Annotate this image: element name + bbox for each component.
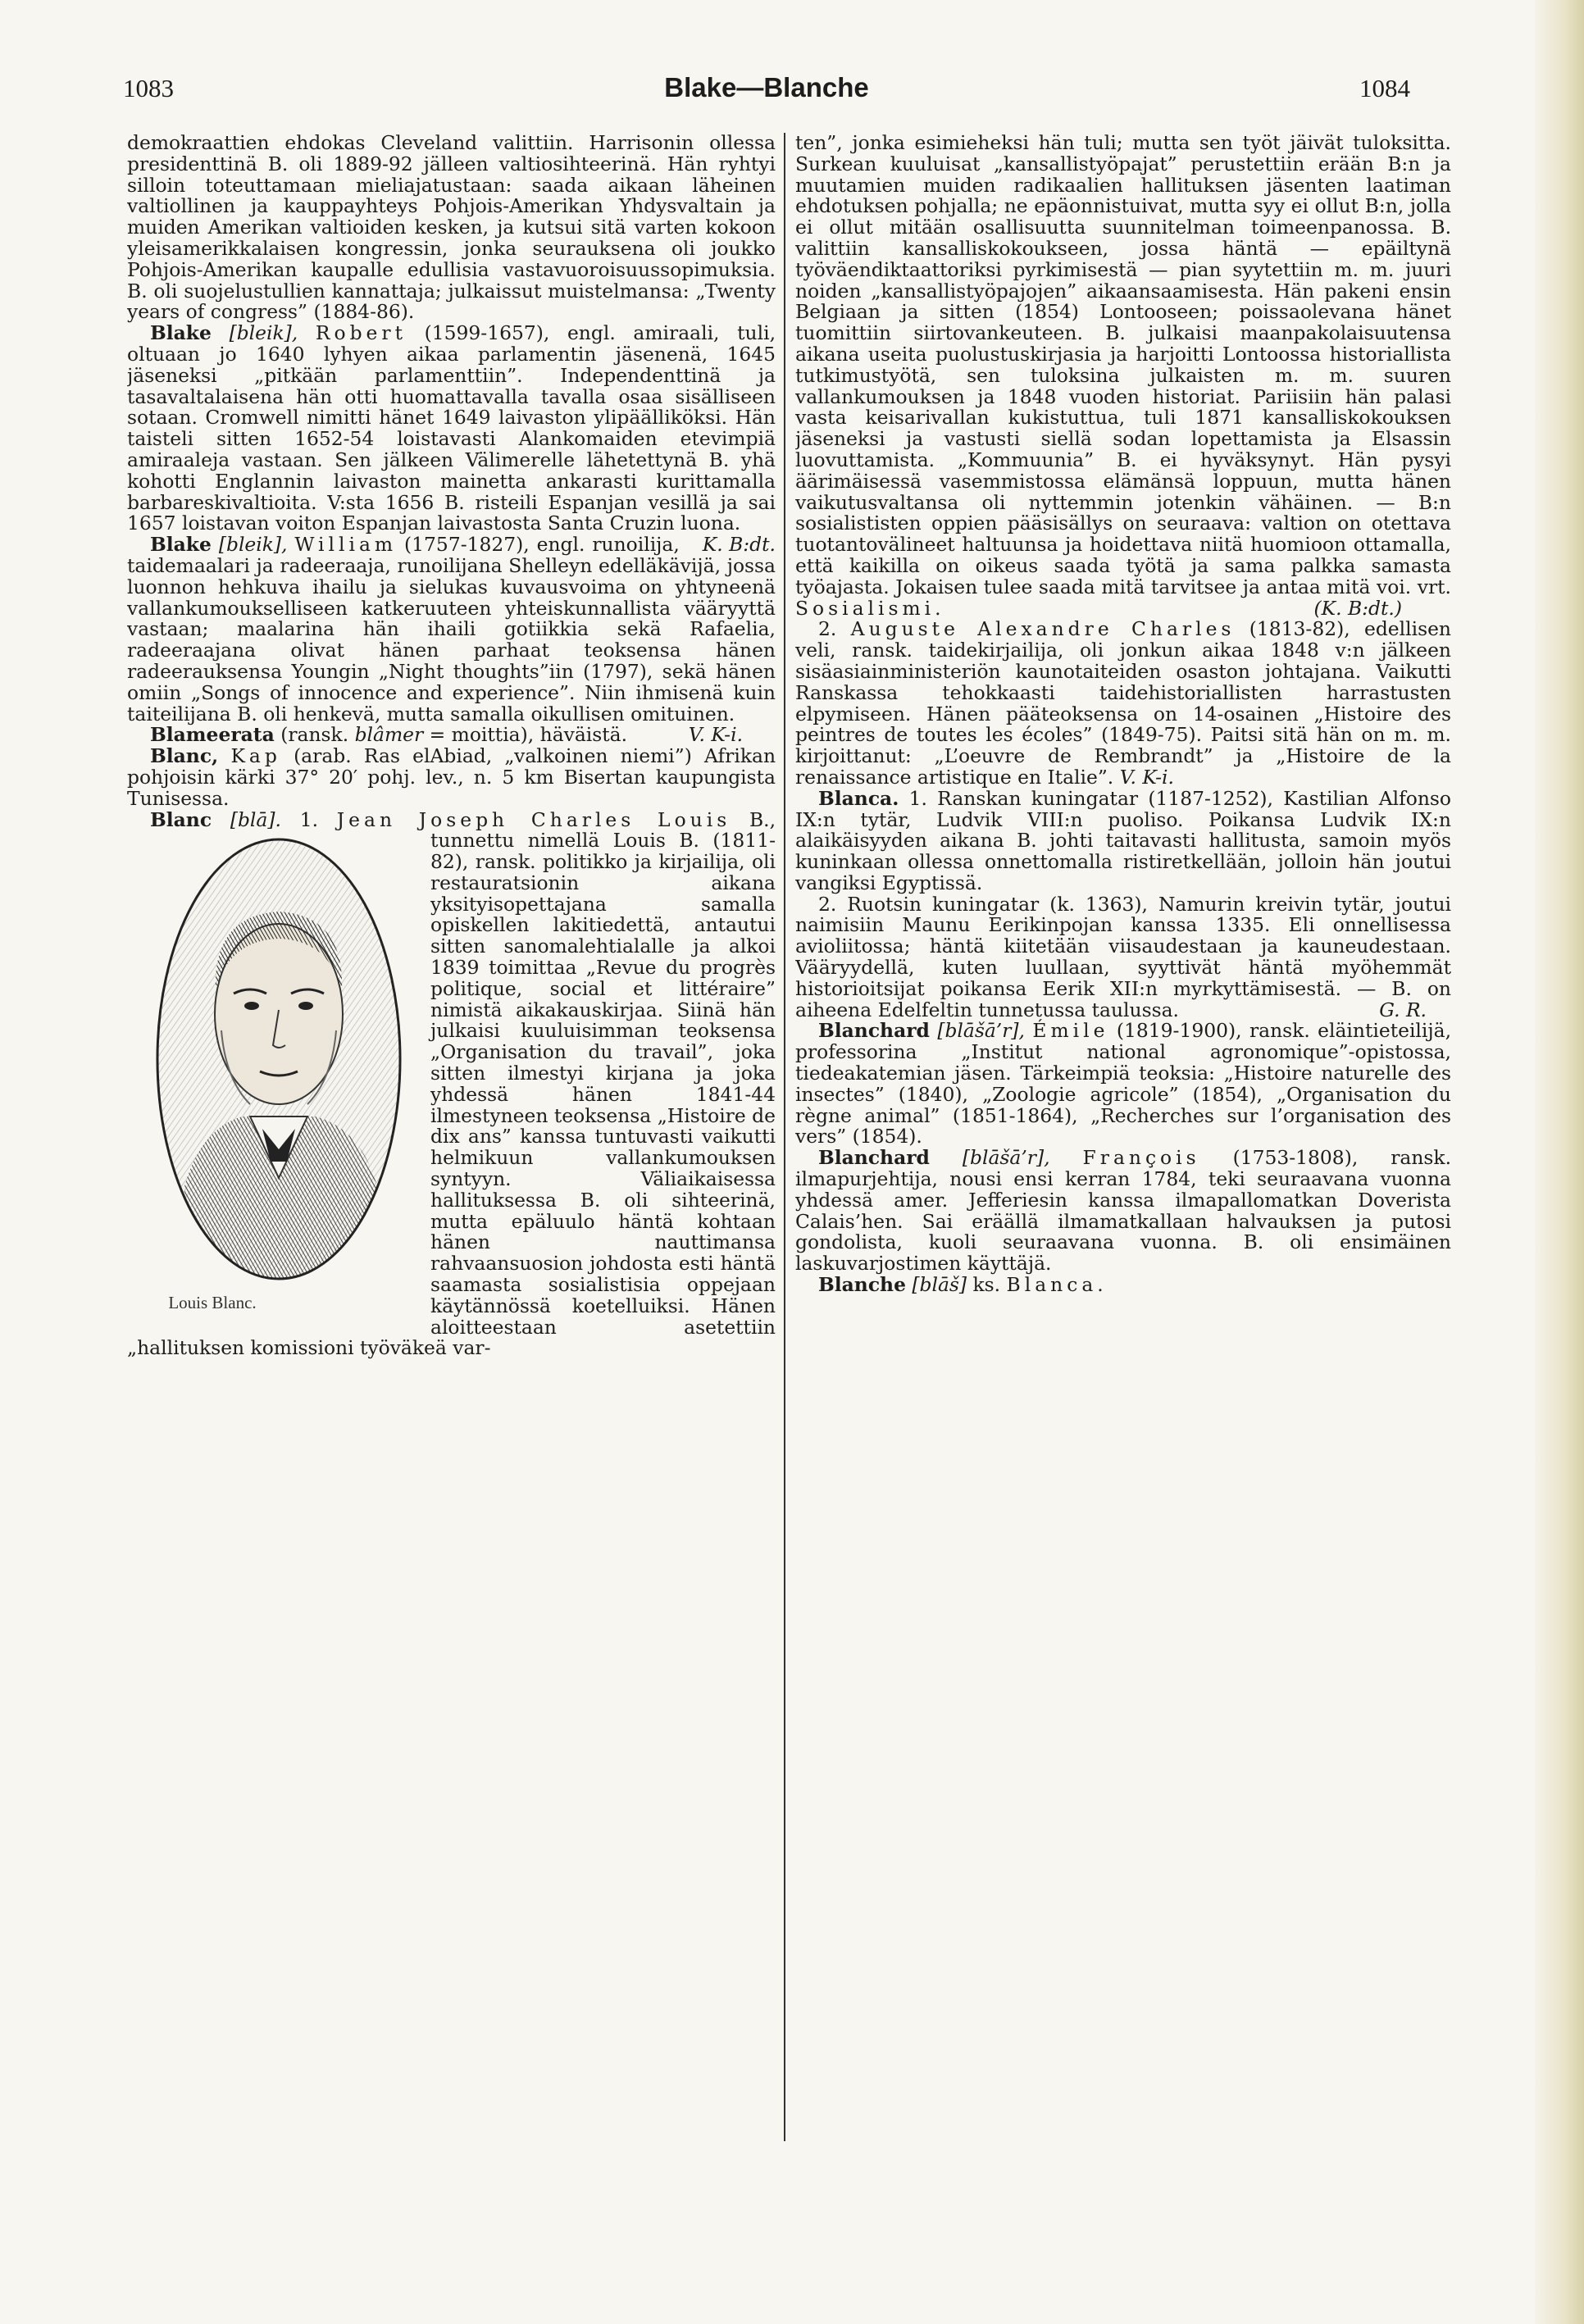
entry-text: (1813-82), edellisen veli, ransk. taidekirjailija, oli jonkun aikaa 1848 v:n jälkeen sisäasiainministeriön kaunotaiteiden osaston johtajana. Vaikutti Ranskassa tehokkaasti taidehistoriallisten harrastusten elpymiseen. Hänen pääteoksensa on 14-osainen „Histoire des peintres de toutes les écoles” (1849-75). Paitsi sitä hän on m. m. kirjoittanut: „L’oeuvre de Rembrandt” ja „Histoire de la renaissance artistique en Italie”. bbox=[795, 617, 1451, 789]
entry-blanchard-francois bbox=[795, 1148, 1451, 1275]
person-name: Jean Joseph Charles Louis bbox=[336, 807, 731, 831]
entry-blanchard-emile bbox=[795, 1021, 1451, 1148]
page-number-left: 1083 bbox=[123, 74, 174, 102]
author-signature: (K. B:dt.) bbox=[1313, 596, 1402, 620]
headword: Blanc, bbox=[150, 744, 219, 768]
author-signature: K. B:dt. bbox=[702, 533, 776, 557]
entry-text: (1599-1657), engl. amiraali, tuli, oltuaan jo 1640 lyhyen aikaa parlamentin jäsenenä, 1645 jäseneksi „pitkään parlamenttiin”. Independenttinä ja tasavaltalaisena hän otti huomattavalla tavalla osaa sisälliseen sotaan. Cromwell nimitti hänet 1649 laivaston ylipäälliköksi. Hän taisteli sitten 1652-54 loistavasti Alankomaiden etevimpiä amiraaleja vastaan. Sen jälkeen Välimerelle lähetettynä B. yhä kohotti Englannin laivaston mainetta ankarasti kurittamalla barbareskivaltioita. V:sta 1656 B. risteili Espanjan vesillä ja sai 1657 loistavan voiton Espanjan laivastosta Santa Cruzin luona. bbox=[127, 321, 776, 535]
entry-text: (arab. Ras elAbiad, „valkoinen niemi”) Afrikan pohjoisin kärki 37° 20′ pohj. lev., n. 5 km Bisertan kaupungista Tunisessa. bbox=[127, 744, 776, 810]
louis-blanc-portrait-engraving bbox=[152, 834, 406, 1285]
foreign-word: blâmer bbox=[354, 723, 424, 747]
continued-paragraph: demokraattien ehdokas Cleveland valittiin. Harrisonin ollessa presidenttinä B. oli 1889-92 jälleen valtiosihteerinä. Hän ryhtyi silloin toteuttamaan mieliajatustaan: saada aikaan läheinen valtiollinen ja kauppayhteys Pohjois-Amerikan Yhdysvaltain ja muiden Amerikan valtioiden kesken, ja kutsui sitä varten kokoon yleisamerikkalaisen kongressin, jonka seurauksena oli joukko Pohjois-Amerikan kaupalle edullisia vastavuoroisuussopimuksia. B. oli suojelustullien kannattaja; julkaissut muistelmansa: „Twenty years of congress” (1884-86). bbox=[127, 133, 776, 324]
author-signature: G. R. bbox=[1379, 998, 1427, 1021]
entry-blanc-kap bbox=[127, 746, 776, 809]
place-name: Kap bbox=[230, 744, 281, 768]
pronunciation: [blāšā’r], bbox=[962, 1146, 1050, 1170]
page-header bbox=[123, 74, 1410, 115]
continued-paragraph bbox=[795, 133, 1451, 619]
headword: Blake bbox=[150, 533, 212, 557]
cross-reference: Sosialismi. bbox=[795, 596, 945, 620]
author-signature: V. K-i. bbox=[688, 723, 743, 747]
entry-blanca-1 bbox=[795, 786, 1451, 894]
entry-text: (1757-1827), engl. runoilija, taidemaalari ja radeeraaja, runoilijana Shelleyn edelläkävijä, jossa luonnon hehkuva ihailu ja sielukas kuvausvoima on yhtyneenä vallankumoukselliseen katkeruuteen yhteiskunnallista vääryyttä vastaan; maalarina hän ihaili gotiikkia sekä Rafaelia, radeeraajana olivat hänen parhaat teoksensa hänen radeerauksensa Youngin „Night thoughts”iin (1797), sekä hänen omiin „Songs of innocence and experience”. Niin ihmisenä kuin taiteilijana B. oli henkevä, mutta samalla oikullisen omituinen. bbox=[127, 533, 776, 725]
page-edge-shadow bbox=[1535, 0, 1584, 2324]
entry-text: (1753-1808), ransk. ilmapurjehtija, nousi ensi kerran 1784, teki seuraavana vuonna yhdessä amer. Jefferiesin kanssa ilmapallomatkan Doverista Calais’hen. Sai eräällä ilmamatkallaan halvauksen ja putosi gondolista, kuoli seuraavana vuonna. B. oli ensimäinen laskuvarjostimen käyttäjä. bbox=[795, 1146, 1451, 1276]
running-title: Blake—Blanche bbox=[664, 72, 869, 102]
pronunciation: [blāšā’r], bbox=[937, 1019, 1025, 1043]
person-name: William bbox=[294, 533, 398, 557]
entry-number: 2. bbox=[818, 617, 837, 641]
entry-text: ks. bbox=[972, 1273, 1001, 1297]
entry-number: 1. bbox=[299, 807, 319, 831]
entry-text: 1. Ranskan kuningatar (1187-1252), Kastilian Alfonso IX:n tytär, Ludvik VIII:n puoliso. Poikansa Ludvik IX:n alaikäisyyden aikana B. johti taitavasti hallitusta, samoin myös kuninkaan ollessa onnettomalla ristiretkellään, jolloin hän joutui vangiksi Egyptissä. bbox=[795, 786, 1451, 894]
right-column bbox=[795, 133, 1451, 2141]
entry-text: 2. Ruotsin kuningatar (k. 1363), Namurin kreivin tytär, joutui naimisiin Maunu Eerikinpojan kanssa 1335. Eli onnellisessa avioliitossa; häntä kiitetään viisaudestaan ja kauneudestaan. Vääryydellä, kuten luullaan, syyttivät häntä myöhemmät historioitsijat poikansa Eerik XII:n myrkyttämisestä. — B. on aiheena Edelfeltin tunnetussa taulussa. bbox=[795, 892, 1451, 1021]
cross-reference: Blanca. bbox=[1006, 1273, 1108, 1297]
entry-text: (1819-1900), ransk. eläintieteilijä, professorina „Institut national agronomique”-opistossa, tiedeakatemian jäsen. Tärkeimpiä teoksia: „Histoire naturelle des insectes” (1840), „Zoologie agricole” (1854), „Organisation du règne animal” (1851-1864), „Recherches sur l’organisation des vers” (1854). bbox=[795, 1019, 1451, 1148]
column-divider bbox=[784, 133, 785, 2141]
entry-text: ten”, jonka esimieheksi hän tuli; mutta sen työt jäivät tuloksitta. Surkean kuuluisat „kansallistyöpajat” perustettiin erään B:n ja muutamien muiden radikaalien hallituksen jäsenten laatiman ehdotuksen pohjalla; ne epäonnistuivat, mutta syy ei ollut B:n, jolla ei ollut mitään osallisuutta suunnitelman toimeenpanossa. B. valittiin kansalliskokoukseen, jossa häntä — epäiltynä työväendiktaattoriksi pyrkimisestä — pian syytettiin m. m. juuri noiden „kansallistyöpajojen” aikaansaamisesta. Hän pakeni ensin Belgiaan ja sitten (1854) Lontooseen; poissaolevana hänet tuomittiin siirtovankeuteen. B. julkaisi maanpakolaisuutensa aikana useita puolustuskirjasia ja harjoitti Lontoossa historiallista tutkimustyötä, sen tuloksina julkaisten m. m. suuren vallankumouksen ja 1848 vuoden historiat. Pariisiin hän palasi vasta keisarivallan kukistuttua, tuli 1871 kansalliskokouksen jäseneksi ja vastusti siellä sodan lopettamista ja Elsassin luovuttamista. „Kommuunia” B. ei hyväksynyt. Hän pysyi äärimäisessä vasemmistossa elämänsä loppuun, mutta hänen vaikutusvaltansa oli nyttemmin jotenkin vähäinen. — B:n sosialististen oppien pääsisällys on seuraava: valtion on otettava tuotantovälineet haltuunsa ja hoidettava niitä huomioon ottamalla, että kaikilla on oikeus saada työtä ja sama palkka samasta työajasta. Jokaisen tulee saada mitä tarvitsee ja antaa mitä voi. vrt. bbox=[795, 133, 1451, 598]
entry-text: (ransk. bbox=[280, 723, 349, 747]
person-name: Robert bbox=[315, 321, 407, 345]
entry-text: B., tunnettu nimellä Louis B. (1811-82), ransk. politikko ja kirjailija, oli restauratsionin aikana yksityisopettajana samalla opiskellen lakitiedettä, antautui sitten sanomalehtialalle ja alkoi 1839 toimittaa „Revue du progrès politique, social et littéraire” nimistä aikakauskirjaa. Siinä hän julkaisi kuuluisimman teoksensa „Organisation du travail”, joka sitten ilmestyi kirjana ja joka yhdessä hänen 1841-44 ilmestyneen teoksensa „Histoire de dix ans” kanssa tuntuvasti vaikutti helmikuun vallankumouksen syntyyn. Väliaikaisessa hallituksessa B. oli sihteerinä, mutta epäluulo häntä kohtaan hänen nauttimansa rahvaansuosion johdosta esti häntä saamasta sosialistisia oppejaan käytännössä koetelluiksi. Hänen aloitteestaan asetettiin „hallituksen komissioni työväkeä var- bbox=[127, 807, 776, 1360]
person-name: Auguste Alexandre Charles bbox=[850, 617, 1236, 641]
headword: Blake bbox=[150, 321, 212, 345]
pronunciation: [bleik], bbox=[218, 533, 288, 557]
pronunciation: [blāš] bbox=[912, 1273, 967, 1297]
headword: Blanca. bbox=[818, 786, 899, 810]
entry-blanc-louis bbox=[127, 807, 776, 1360]
page-number-right: 1084 bbox=[1359, 74, 1410, 102]
headword: Blanc bbox=[150, 807, 212, 831]
left-column bbox=[127, 133, 776, 2141]
pronunciation: [blā]. bbox=[230, 807, 281, 831]
pronunciation: [bleik], bbox=[229, 321, 298, 345]
author-signature: V. K-i. bbox=[1119, 765, 1174, 789]
person-name: François bbox=[1082, 1146, 1200, 1170]
entry-blanc-auguste bbox=[795, 619, 1451, 788]
headword: Blameerata bbox=[150, 723, 275, 747]
headword: Blanchard bbox=[818, 1146, 930, 1170]
portrait-caption: Louis Blanc. bbox=[168, 1293, 257, 1313]
headword: Blanchard bbox=[818, 1019, 930, 1043]
entry-blanca-2 bbox=[795, 894, 1451, 1021]
entry-text-rest: = moittia), häväistä. bbox=[429, 723, 628, 747]
portrait-figure bbox=[127, 834, 416, 1326]
headword: Blanche bbox=[818, 1273, 906, 1297]
person-name: Émile bbox=[1032, 1019, 1109, 1043]
entry-blanche bbox=[795, 1275, 1451, 1296]
